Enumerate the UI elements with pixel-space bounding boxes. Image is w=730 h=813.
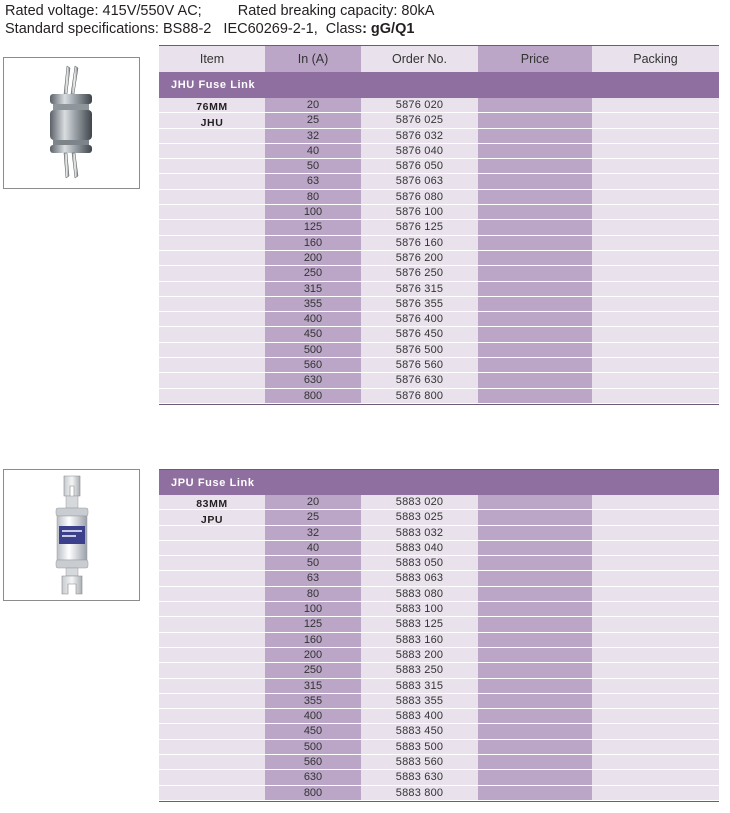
order-number: 5883 063 (395, 572, 444, 585)
current-rating: 160 (303, 236, 323, 249)
table-row (159, 786, 719, 801)
table-row (159, 266, 719, 281)
spec-line-2 (5, 20, 414, 38)
current-rating: 100 (303, 603, 323, 616)
current-rating: 560 (303, 756, 323, 769)
table-row (159, 144, 719, 159)
table-row (159, 190, 719, 205)
current-rating: 630 (303, 374, 323, 387)
table-row (159, 343, 719, 358)
current-rating: 450 (303, 725, 323, 738)
class-value: : gG/Q1 (362, 21, 415, 37)
jhu-fuse-table (159, 45, 719, 405)
table-row (159, 571, 719, 586)
order-number: 5876 020 (395, 99, 444, 111)
order-number: 5876 125 (395, 221, 444, 234)
table-row (159, 510, 719, 525)
rated-voltage: Rated voltage: 415V/550V AC; (5, 3, 202, 19)
section-title: JPU Fuse Link (159, 469, 719, 495)
current-rating: 200 (303, 251, 323, 264)
table-row (159, 236, 719, 251)
current-rating: 80 (306, 190, 320, 203)
table-row (159, 541, 719, 556)
header-item: Item (159, 46, 265, 72)
current-rating: 125 (303, 221, 323, 234)
table-row (159, 312, 719, 327)
order-number: 5876 560 (395, 359, 444, 372)
order-number: 5876 355 (395, 297, 444, 310)
order-number: 5876 250 (395, 267, 444, 280)
table-row (159, 220, 719, 235)
table-row (159, 205, 719, 220)
breaking-capacity: Rated breaking capacity: 80kA (237, 3, 435, 19)
table-row (159, 770, 719, 785)
item-type: JHU (200, 117, 224, 129)
current-rating: 800 (303, 786, 323, 799)
order-number: 5883 032 (395, 526, 444, 539)
jpu-fuse-table (159, 469, 719, 802)
order-number: 5883 100 (395, 603, 444, 616)
table-row (159, 587, 719, 602)
order-number: 5883 355 (395, 694, 444, 707)
current-rating: 20 (306, 496, 320, 508)
table-row (159, 617, 719, 632)
current-rating: 25 (306, 114, 320, 127)
spec-line-1 (5, 2, 434, 20)
table-row (159, 556, 719, 571)
table-row (159, 251, 719, 266)
table-row (159, 327, 719, 342)
order-number: 5876 315 (395, 282, 444, 295)
table-row (159, 129, 719, 144)
table-row (159, 282, 719, 297)
table-row (159, 755, 719, 770)
current-rating: 40 (306, 541, 320, 554)
order-number: 5876 630 (395, 374, 444, 387)
current-rating: 400 (303, 710, 323, 723)
jhu-fuse-link-photo (3, 57, 140, 189)
header-packing: Packing (592, 46, 719, 72)
order-number: 5876 800 (395, 389, 444, 402)
current-rating: 100 (303, 206, 323, 219)
order-number: 5883 630 (395, 771, 444, 784)
order-number: 5876 400 (395, 313, 444, 326)
order-number: 5876 500 (395, 343, 444, 356)
current-rating: 450 (303, 328, 323, 341)
header-order: Order No. (361, 46, 478, 72)
item-size: 83MM (196, 498, 228, 510)
current-rating: 355 (303, 297, 323, 310)
current-rating: 400 (303, 313, 323, 326)
table-row (159, 373, 719, 388)
order-number: 5883 800 (395, 786, 444, 799)
current-rating: 50 (306, 160, 320, 173)
table-row (159, 98, 719, 113)
order-number: 5883 040 (395, 541, 444, 554)
current-rating: 80 (306, 587, 320, 600)
current-rating: 200 (303, 648, 323, 661)
order-number: 5876 200 (395, 251, 444, 264)
table-row (159, 663, 719, 678)
table-row (159, 709, 719, 724)
order-number: 5883 200 (395, 648, 444, 661)
current-rating: 315 (303, 679, 323, 692)
order-number: 5883 500 (395, 740, 444, 753)
item-size: 76MM (196, 101, 228, 113)
table-row (159, 358, 719, 373)
current-rating: 630 (303, 771, 323, 784)
current-rating: 800 (303, 389, 323, 402)
standard-specs: Standard specifications: BS88-2 IEC60269-2-1, Class (5, 21, 363, 37)
item-type: JPU (200, 514, 224, 526)
table-row (159, 633, 719, 648)
table-row (159, 113, 719, 128)
table-row (159, 740, 719, 755)
order-number: 5876 160 (395, 236, 444, 249)
order-number: 5876 100 (395, 206, 444, 219)
order-number: 5883 020 (395, 496, 444, 508)
order-number: 5876 450 (395, 328, 444, 341)
current-rating: 355 (303, 694, 323, 707)
order-number: 5883 160 (395, 633, 444, 646)
order-number: 5876 025 (395, 114, 444, 127)
current-rating: 25 (306, 511, 320, 524)
current-rating: 250 (303, 664, 323, 677)
table-row (159, 495, 719, 510)
current-rating: 250 (303, 267, 323, 280)
table-row (159, 602, 719, 617)
table-header (159, 45, 719, 72)
jpu-fuse-link-photo (3, 469, 140, 601)
current-rating: 20 (306, 99, 320, 111)
section-title: JHU Fuse Link (159, 72, 719, 98)
current-rating: 125 (303, 618, 323, 631)
current-rating: 32 (306, 526, 320, 539)
current-rating: 500 (303, 740, 323, 753)
header-price: Price (478, 46, 592, 72)
table-row (159, 724, 719, 739)
table-row (159, 159, 719, 174)
current-rating: 560 (303, 359, 323, 372)
order-number: 5876 080 (395, 190, 444, 203)
order-number: 5876 050 (395, 160, 444, 173)
table-row (159, 694, 719, 709)
order-number: 5876 040 (395, 144, 444, 157)
table-row (159, 389, 719, 404)
order-number: 5883 125 (395, 618, 444, 631)
current-rating: 63 (306, 572, 320, 585)
current-rating: 500 (303, 343, 323, 356)
current-rating: 40 (306, 144, 320, 157)
table-body (159, 98, 719, 404)
header-in: In (A) (265, 46, 361, 72)
order-number: 5876 063 (395, 175, 444, 188)
table-row (159, 648, 719, 663)
current-rating: 315 (303, 282, 323, 295)
order-number: 5883 080 (395, 587, 444, 600)
table-row (159, 174, 719, 189)
order-number: 5883 025 (395, 511, 444, 524)
current-rating: 50 (306, 557, 320, 570)
current-rating: 160 (303, 633, 323, 646)
table-row (159, 526, 719, 541)
order-number: 5883 560 (395, 756, 444, 769)
current-rating: 63 (306, 175, 320, 188)
current-rating: 32 (306, 129, 320, 142)
table-body (159, 495, 719, 801)
order-number: 5876 032 (395, 129, 444, 142)
table-row (159, 297, 719, 312)
order-number: 5883 050 (395, 557, 444, 570)
order-number: 5883 450 (395, 725, 444, 738)
table-row (159, 679, 719, 694)
order-number: 5883 400 (395, 710, 444, 723)
order-number: 5883 315 (395, 679, 444, 692)
order-number: 5883 250 (395, 664, 444, 677)
